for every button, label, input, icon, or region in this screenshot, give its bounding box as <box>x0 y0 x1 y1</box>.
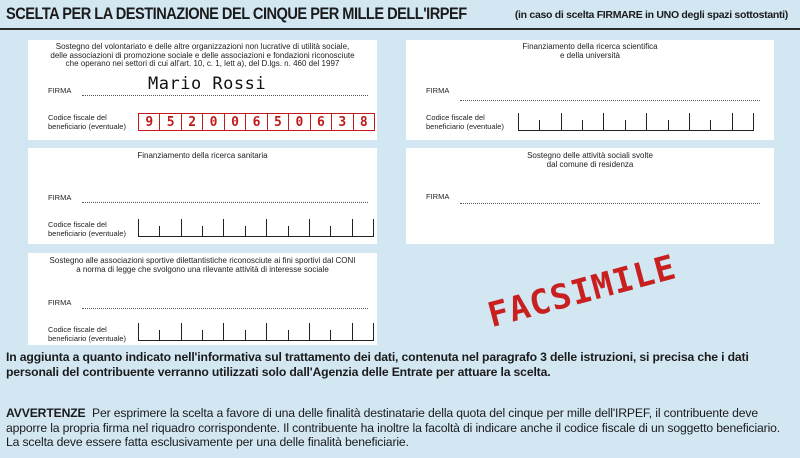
codice-fiscale-label <box>48 325 126 343</box>
signature-text: Mario Rossi <box>148 74 267 94</box>
form-title <box>6 4 796 24</box>
heading-line: Finanziamento della ricerca scientifica <box>522 42 658 51</box>
cf-empty-cell <box>309 219 330 236</box>
cf-digit: 6 <box>316 114 325 130</box>
box-sportive-heading <box>28 257 377 274</box>
avvertenze-text: Per esprimere la scelta a favore di una delle finalità destinatarie della quota del cinque per mille dell'IRPEF, il contribuente deve apporre la propria firma nel riquadro corrispondente. Il contribuente ha inoltre la facoltà di indicare anche il codice fiscale di un soggetto beneficiario. La scelta deve essere fatta esclusivamente per una delle finalità beneficiarie. <box>6 406 780 449</box>
privacy-note: In aggiunta a quanto indicato nell'informativa sul trattamento dei dati, contenuta nel paragrafo 3 delle istruzioni, si precisa che i dati personali del contribuente verranno utilizzati solo dall'Agenzia delle Entrate per attuare la scelta. <box>6 350 749 379</box>
cf-digit-cell <box>159 114 180 130</box>
heading-line: Sostegno alle associazioni sportive dilettantistiche riconosciute ai fini sportivi dal CONI <box>49 256 356 265</box>
header-divider <box>0 28 800 30</box>
cf-label-line: Codice fiscale del <box>48 325 107 334</box>
cf-empty-cell <box>288 330 309 340</box>
signature-field[interactable] <box>82 95 368 96</box>
signature-field[interactable] <box>460 203 760 204</box>
cf-digit: 8 <box>359 114 368 130</box>
form-title-text: SCELTA PER LA DESTINAZIONE DEL CINQUE PER MILLE DELL'IRPEF <box>6 4 467 23</box>
cf-label-line: Codice fiscale del <box>426 113 485 122</box>
cf-digit-cell <box>288 114 309 130</box>
cf-digit-cell <box>310 114 331 130</box>
cf-empty-cell <box>646 113 667 130</box>
box-ricerca-sanitaria <box>28 148 377 244</box>
box-volontariato-heading <box>28 43 377 69</box>
heading-line: dal comune di residenza <box>546 159 634 169</box>
cf-empty-cell <box>603 113 624 130</box>
cf-label-line: beneficiario (eventuale) <box>48 334 126 343</box>
firma-label: FIRMA <box>48 193 72 202</box>
cf-label-line: Codice fiscale del <box>48 113 107 122</box>
cf-empty-cell <box>582 120 603 130</box>
cf-digit: 0 <box>209 114 218 130</box>
firma-label: FIRMA <box>48 86 72 95</box>
cf-digit-cell <box>245 114 266 130</box>
codice-fiscale-label <box>426 113 504 131</box>
cf-digit-cell <box>331 114 352 130</box>
cf-empty-cell <box>181 219 202 236</box>
heading-line: Sostegno delle attività sociali svolte <box>527 151 653 160</box>
cf-label-line: beneficiario (eventuale) <box>48 122 126 131</box>
cf-empty-cell <box>689 113 710 130</box>
cf-empty-cell <box>668 120 689 130</box>
cf-digit-cell <box>224 114 245 130</box>
cf-empty-cell <box>159 226 180 236</box>
form-subtitle: (in caso di scelta FIRMARE in UNO degli spazi sottostanti) <box>514 9 788 21</box>
signature-field[interactable] <box>82 308 368 309</box>
signature-field[interactable] <box>82 202 368 203</box>
cf-label-line: beneficiario (eventuale) <box>426 122 504 131</box>
cf-empty-cell <box>202 226 223 236</box>
cf-empty-cell <box>625 120 646 130</box>
cf-empty-cell <box>518 113 539 130</box>
codice-fiscale-field[interactable] <box>138 323 374 341</box>
cf-empty-cell <box>245 226 266 236</box>
cf-digit: 0 <box>295 114 304 130</box>
heading-line: Sostegno del volontariato e delle altre organizzazioni non lucrative di utilità sociale, <box>55 42 350 51</box>
cf-digit-cell <box>267 114 288 130</box>
cf-empty-cell <box>330 330 351 340</box>
cf-empty-cell <box>710 120 731 130</box>
avvertenze-label: AVVERTENZE <box>6 406 86 420</box>
heading-line: e della università <box>559 50 621 60</box>
codice-fiscale-label <box>48 220 126 238</box>
cf-empty-cell <box>223 219 244 236</box>
codice-fiscale-label <box>48 113 126 131</box>
heading-line: Finanziamento della ricerca sanitaria <box>137 151 268 160</box>
cf-empty-cell <box>352 323 374 340</box>
box-volontariato <box>28 40 377 140</box>
box-ricerca-scientifica <box>406 40 774 140</box>
cf-digit: 5 <box>166 114 175 130</box>
cf-digit-cell <box>353 114 374 130</box>
firma-label: FIRMA <box>426 192 450 201</box>
cf-empty-cell <box>288 226 309 236</box>
box-ricerca-scientifica-heading <box>406 43 774 60</box>
cf-empty-cell <box>561 113 582 130</box>
box-sportive <box>28 253 377 345</box>
cf-digit: 3 <box>338 114 347 130</box>
codice-fiscale-field[interactable] <box>518 113 754 131</box>
cf-digit-cell <box>181 114 202 130</box>
cf-empty-cell <box>352 219 374 236</box>
cf-digit: 2 <box>188 114 197 130</box>
cf-empty-cell <box>266 323 287 340</box>
cf-empty-cell <box>266 219 287 236</box>
cf-label-line: Codice fiscale del <box>48 220 107 229</box>
cf-empty-cell <box>181 323 202 340</box>
cf-empty-cell <box>159 330 180 340</box>
cf-empty-cell <box>223 323 244 340</box>
signature-field[interactable] <box>460 100 760 101</box>
box-attivita-sociali <box>406 148 774 244</box>
cf-empty-cell <box>202 330 223 340</box>
firma-label: FIRMA <box>426 86 450 95</box>
cf-digit-cell <box>139 114 159 130</box>
facsimile-stamp: FACSIMILE <box>483 247 681 336</box>
cf-empty-cell <box>309 323 330 340</box>
cf-label-line: beneficiario (eventuale) <box>48 229 126 238</box>
cf-empty-cell <box>138 323 159 340</box>
heading-line: delle associazioni di promozione sociale e delle associazioni e fondazioni riconosciute <box>50 50 355 60</box>
avvertenze-note <box>6 406 796 450</box>
cf-empty-cell <box>539 120 560 130</box>
heading-line: a norma di legge che svolgono una rilevante attività di interesse sociale <box>76 264 329 274</box>
heading-line: che operano nei settori di cui all'art. 10, c. 1, lett a), del D.lgs. n. 460 del 1997 <box>65 59 340 68</box>
cf-empty-cell <box>138 219 159 236</box>
cf-empty-cell <box>732 113 754 130</box>
box-ricerca-sanitaria-heading <box>28 152 377 161</box>
cf-empty-cell <box>330 226 351 236</box>
firma-label: FIRMA <box>48 298 72 307</box>
cf-digit: 6 <box>252 114 261 130</box>
codice-fiscale-field[interactable] <box>138 219 374 237</box>
cf-digit-cell <box>202 114 223 130</box>
cf-empty-cell <box>245 330 266 340</box>
cf-digit: 5 <box>274 114 282 130</box>
box-attivita-sociali-heading <box>406 152 774 169</box>
cf-digit: 0 <box>231 114 239 130</box>
cf-digit: 9 <box>145 114 154 130</box>
codice-fiscale-field[interactable] <box>138 113 375 131</box>
